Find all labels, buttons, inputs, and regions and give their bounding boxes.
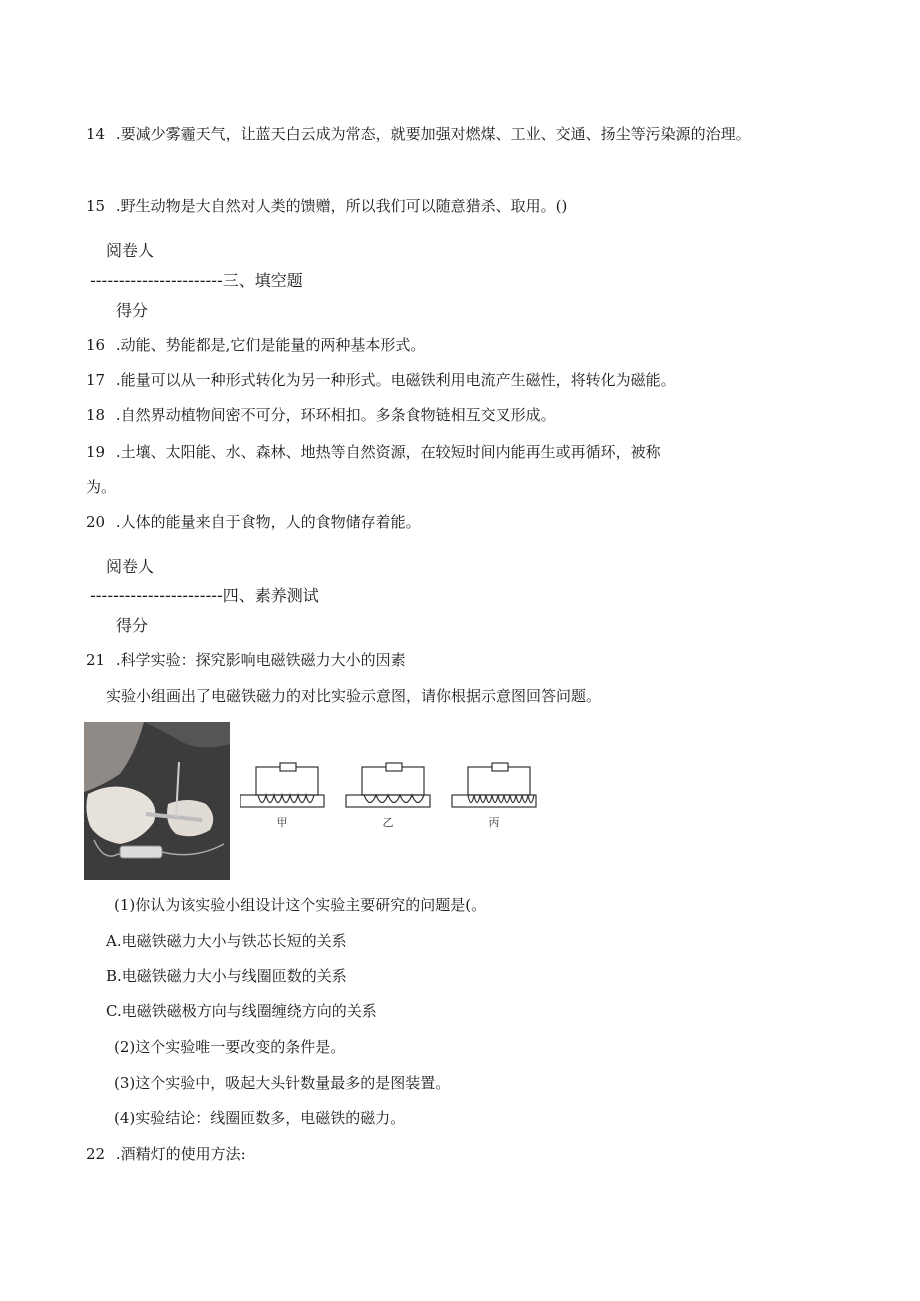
question-text: .科学实验：探究影响电磁铁磁力大小的因素 — [115, 651, 406, 669]
score-label: 得分 — [116, 616, 149, 635]
question-number: 16 — [86, 336, 106, 354]
question-15 — [86, 196, 567, 216]
question-21-intro: 实验小组画出了电磁铁磁力的对比实验示意图，请你根据示意图回答问题。 — [106, 687, 602, 705]
question-number: 19 — [86, 443, 106, 461]
question-text: .酒精灯的使用方法: — [115, 1145, 246, 1163]
question-number: 21 — [86, 651, 106, 669]
sub-question-2: (2)这个实验唯一要改变的条件是。 — [114, 1038, 346, 1056]
question-number: 22 — [86, 1145, 106, 1163]
option-b: B.电磁铁磁力大小与线圈匝数的关系 — [106, 967, 347, 985]
question-17 — [86, 370, 676, 390]
question-18 — [86, 405, 556, 425]
experiment-photo — [84, 722, 230, 880]
diagram-label-c: 丙 — [488, 816, 500, 829]
section-heading — [90, 268, 303, 291]
option-c: C.电磁铁磁极方向与线圈缠绕方向的关系 — [106, 1002, 377, 1020]
question-number: 18 — [86, 406, 106, 424]
coil-diagrams-svg — [240, 762, 540, 832]
section-divider: ----------------------- — [90, 271, 223, 290]
coil-diagrams — [240, 762, 540, 832]
question-22 — [86, 1144, 246, 1164]
question-text: .自然界动植物间密不可分，环环相扣。多条食物链相互交叉形成。 — [115, 406, 556, 424]
experiment-photo-illustration — [84, 722, 230, 880]
question-16 — [86, 335, 425, 355]
score-label: 得分 — [116, 301, 149, 320]
section-divider: ----------------------- — [90, 586, 223, 605]
question-number: 20 — [86, 513, 106, 531]
question-19-continuation: 为。 — [86, 478, 117, 496]
section-title: 三、填空题 — [222, 271, 303, 290]
question-14 — [86, 124, 751, 144]
reviewer-label: 阅卷人 — [106, 241, 155, 260]
diagram-label-b: 乙 — [382, 816, 394, 829]
section-heading — [90, 583, 319, 606]
question-text: .土壤、太阳能、水、森林、地热等自然资源，在较短时间内能再生或再循环，被称 — [115, 443, 661, 461]
question-text: .能量可以从一种形式转化为另一种形式。电磁铁利用电流产生磁性，将转化为磁能。 — [115, 371, 676, 389]
diagram-a — [240, 763, 324, 807]
option-a: A.电磁铁磁力大小与铁芯长短的关系 — [106, 932, 347, 950]
reviewer-label: 阅卷人 — [106, 557, 155, 576]
question-text: .人体的能量来自于食物，人的食物储存着能。 — [115, 513, 421, 531]
question-number: 14 — [86, 125, 106, 143]
question-19 — [86, 442, 661, 462]
diagram-b — [346, 763, 430, 807]
section-title: 四、素养测试 — [222, 586, 319, 605]
question-text: .动能、势能都是,它们是能量的两种基本形式。 — [115, 336, 426, 354]
question-20 — [86, 512, 421, 532]
diagram-label-a: 甲 — [276, 816, 288, 829]
sub-question-4: (4)实验结论：线圈匝数多，电磁铁的磁力。 — [114, 1109, 406, 1127]
sub-question-1: (1)你认为该实验小组设计这个实验主要研究的问题是(。 — [114, 896, 487, 914]
question-text: .要减少雾霾天气，让蓝天白云成为常态，就要加强对燃煤、工业、交通、扬尘等污染源的治理。 — [115, 125, 751, 143]
question-text: .野生动物是大自然对人类的馈赠，所以我们可以随意猎杀、取用。() — [115, 197, 568, 215]
question-21 — [86, 650, 406, 670]
question-number: 17 — [86, 371, 106, 389]
diagram-c — [452, 763, 536, 807]
sub-question-3: (3)这个实验中，吸起大头针数量最多的是图装置。 — [114, 1074, 451, 1092]
question-number: 15 — [86, 197, 106, 215]
